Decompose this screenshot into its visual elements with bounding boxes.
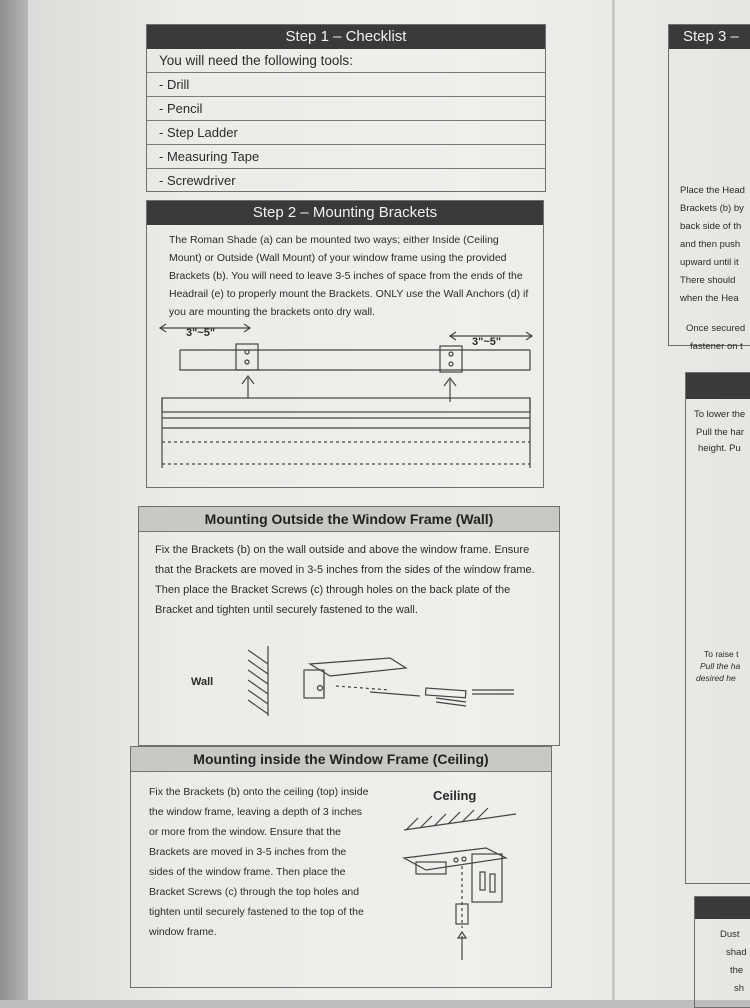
wall-label: Wall: [191, 676, 214, 688]
ceiling-label: Ceiling: [433, 788, 477, 803]
outside-mount-title: Mounting Outside the Window Frame (Wall): [139, 507, 559, 532]
wall-bracket-diagram: [240, 640, 530, 720]
dust-header: [695, 897, 750, 919]
step1-box: [146, 24, 546, 192]
tool-drill: - Drill: [147, 72, 545, 96]
step2-title: Step 2 – Mounting Brackets: [147, 201, 543, 225]
dim-left-label: 3"~5": [186, 327, 216, 339]
headrail-diagram: [150, 318, 540, 484]
step1-intro: You will need the following tools:: [159, 53, 353, 68]
outside-mount-text: Fix the Brackets (b) on the wall outside and above the window frame. Ensure that the Brackets are moved in 3-5 inches from the sides of the window frame. Then place the Bracket Screws (c) through holes on the back plate of the Bracket and tighten until securely fastened to the wall.: [155, 544, 535, 616]
step3-title: Step 3 –: [669, 25, 750, 49]
step1-title: Step 1 – Checklist: [147, 25, 545, 49]
tool-measuring-tape: - Measuring Tape: [147, 144, 545, 168]
dim-right-label: 3"~5": [472, 336, 502, 348]
lower-raise-header: [686, 373, 750, 399]
inside-mount-text: Fix the Brackets (b) onto the ceiling (top) inside the window frame, leaving a depth of 3 inches or more from the window. Ensure that the Brackets are moved in 3-5 inches from the sides of the window frame. Then place the Bracket Screws (c) through the top holes and tighten until securely fastened to the top of the window frame.: [149, 786, 369, 938]
paper-fold: [612, 0, 615, 1000]
tool-screwdriver: - Screwdriver: [147, 168, 545, 192]
tool-pencil: - Pencil: [147, 96, 545, 120]
tool-step-ladder: - Step Ladder: [147, 120, 545, 144]
ceiling-bracket-diagram: [396, 808, 526, 968]
step2-text: The Roman Shade (a) can be mounted two ways; either Inside (Ceiling Mount) or Outside (Wall Mount) of your window frame using the provided Brackets (b). You will need to leave 3-5 inches of space from the ends of the Headrail (e) to properly mount the Brackets. ONLY use the Wall Anchors (d) if you are mounting the brackets onto dry wall.: [169, 234, 529, 318]
inside-mount-title: Mounting inside the Window Frame (Ceiling): [131, 747, 551, 772]
